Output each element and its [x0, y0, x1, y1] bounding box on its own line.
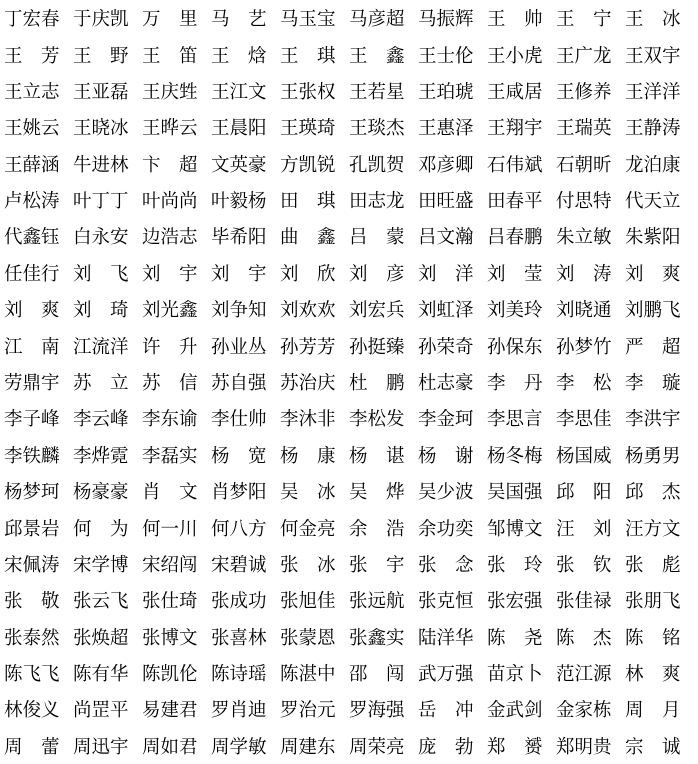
name-cell: 张 冰 — [280, 554, 336, 576]
name-cell: 任佳行 — [4, 263, 60, 285]
name-cell: 马振辉 — [418, 9, 474, 31]
name-cell: 叶毅杨 — [211, 191, 267, 213]
name-cell: 代天立 — [625, 191, 681, 213]
name-cell: 王珀琥 — [418, 81, 474, 103]
name-cell: 李 璇 — [625, 372, 681, 394]
name-cell: 杨 宽 — [211, 445, 267, 467]
name-cell: 张远航 — [349, 591, 405, 613]
name-cell: 孙梦竹 — [556, 336, 612, 358]
name-cell: 宋绍闯 — [142, 554, 198, 576]
name-cell: 王若星 — [349, 81, 405, 103]
name-cell: 李 丹 — [487, 372, 543, 394]
name-cell: 刘 爽 — [4, 300, 60, 322]
name-cell: 石伟斌 — [487, 154, 543, 176]
name-cell: 刘 欣 — [280, 263, 336, 285]
name-cell: 王姚云 — [4, 118, 60, 140]
name-cell: 罗海强 — [349, 700, 405, 722]
name-cell: 杨国威 — [556, 445, 612, 467]
name-cell: 王瑞英 — [556, 118, 612, 140]
name-cell: 周迅宇 — [73, 736, 129, 758]
name-cell: 朱紫阳 — [625, 227, 681, 249]
name-cell: 张云飞 — [73, 591, 129, 613]
name-cell: 李沐非 — [280, 409, 336, 431]
name-cell: 苏 信 — [142, 372, 198, 394]
name-cell: 刘 莹 — [487, 263, 543, 285]
name-cell: 刘晓通 — [556, 300, 612, 322]
name-cell: 王 鑫 — [349, 45, 405, 67]
name-cell: 石朝昕 — [556, 154, 612, 176]
name-cell: 宋碧诚 — [211, 554, 267, 576]
name-cell: 陈凯伦 — [142, 664, 198, 686]
name-cell: 张泰然 — [4, 627, 60, 649]
name-cell: 吴 冰 — [280, 482, 336, 504]
name-cell: 边浩志 — [142, 227, 198, 249]
name-cell: 王晨阳 — [211, 118, 267, 140]
name-cell: 李东谕 — [142, 409, 198, 431]
name-cell: 王 野 — [73, 45, 129, 67]
name-cell: 肖梦阳 — [211, 482, 267, 504]
name-cell: 严 超 — [625, 336, 681, 358]
name-cell: 张宏强 — [487, 591, 543, 613]
name-cell: 林 爽 — [625, 664, 681, 686]
name-cell: 张仕琦 — [142, 591, 198, 613]
name-cell: 张 彪 — [625, 554, 681, 576]
name-cell: 吕文瀚 — [418, 227, 474, 249]
name-cell: 余 浩 — [349, 518, 405, 540]
name-cell: 金武剑 — [487, 700, 543, 722]
name-cell: 文英豪 — [211, 154, 267, 176]
name-cell: 曲 鑫 — [280, 227, 336, 249]
name-cell: 周如君 — [142, 736, 198, 758]
name-cell: 周建东 — [280, 736, 336, 758]
name-cell: 刘光鑫 — [142, 300, 198, 322]
name-cell: 王 笛 — [142, 45, 198, 67]
name-cell: 陈诗瑶 — [211, 664, 267, 686]
name-cell: 张博文 — [142, 627, 198, 649]
name-cell: 李金珂 — [418, 409, 474, 431]
name-cell: 刘 宇 — [142, 263, 198, 285]
name-cell: 叶丁丁 — [73, 191, 129, 213]
name-cell: 李云峰 — [73, 409, 129, 431]
name-cell: 张 钦 — [556, 554, 612, 576]
name-cell: 刘鹏飞 — [625, 300, 681, 322]
name-cell: 苗京卜 — [487, 664, 543, 686]
name-cell: 马彦超 — [349, 9, 405, 31]
name-cell: 邹博文 — [487, 518, 543, 540]
name-cell: 王小虎 — [487, 45, 543, 67]
name-cell: 陈 铭 — [625, 627, 681, 649]
name-cell: 王咸居 — [487, 81, 543, 103]
name-cell: 陈 尧 — [487, 627, 543, 649]
name-cell: 王瑛琦 — [280, 118, 336, 140]
name-cell: 杨梦珂 — [4, 482, 60, 504]
name-cell: 刘欢欢 — [280, 300, 336, 322]
name-cell: 张 玲 — [487, 554, 543, 576]
name-cell: 杜 鹏 — [349, 372, 405, 394]
name-cell: 吴少波 — [418, 482, 474, 504]
name-cell: 杨 谢 — [418, 445, 474, 467]
name-cell: 杜志豪 — [418, 372, 474, 394]
name-cell: 龙泊康 — [625, 154, 681, 176]
name-cell: 金家栋 — [556, 700, 612, 722]
name-cell: 王洋洋 — [625, 81, 681, 103]
name-cell: 杨冬梅 — [487, 445, 543, 467]
name-cell: 陈飞飞 — [4, 664, 60, 686]
name-cell: 刘 爽 — [625, 263, 681, 285]
name-cell: 苏 立 — [73, 372, 129, 394]
name-cell: 汪方文 — [625, 518, 681, 540]
name-cell: 劳鼎宇 — [4, 372, 60, 394]
name-cell: 刘 琦 — [73, 300, 129, 322]
name-cell: 郑明贵 — [556, 736, 612, 758]
name-cell: 孙挺臻 — [349, 336, 405, 358]
name-cell: 万 里 — [142, 9, 198, 31]
name-cell: 王江文 — [211, 81, 267, 103]
name-cell: 庞 勃 — [418, 736, 474, 758]
name-cell: 陈有华 — [73, 664, 129, 686]
name-cell: 刘 飞 — [73, 263, 129, 285]
name-cell: 于庆凯 — [73, 9, 129, 31]
name-cell: 王双宇 — [625, 45, 681, 67]
name-cell: 周 月 — [625, 700, 681, 722]
name-cell: 李子峰 — [4, 409, 60, 431]
name-cell: 何 为 — [73, 518, 129, 540]
name-cell: 陆洋华 — [418, 627, 474, 649]
name-cell: 岳 冲 — [418, 700, 474, 722]
name-cell: 吕 蒙 — [349, 227, 405, 249]
name-cell: 李洪宇 — [625, 409, 681, 431]
name-cell: 李思佳 — [556, 409, 612, 431]
name-cell: 张克恒 — [418, 591, 474, 613]
name-cell: 吕春鹏 — [487, 227, 543, 249]
name-cell: 张 敬 — [4, 591, 60, 613]
name-cell: 张佳禄 — [556, 591, 612, 613]
name-cell: 李磊实 — [142, 445, 198, 467]
name-cell: 王惠泽 — [418, 118, 474, 140]
name-cell: 周学敏 — [211, 736, 267, 758]
name-cell: 武万强 — [418, 664, 474, 686]
name-cell: 毕希阳 — [211, 227, 267, 249]
name-cell: 刘 彦 — [349, 263, 405, 285]
name-cell: 吴 烨 — [349, 482, 405, 504]
name-cell: 王翔宇 — [487, 118, 543, 140]
name-cell: 邱 杰 — [625, 482, 681, 504]
name-cell: 付思特 — [556, 191, 612, 213]
name-cell: 叶尚尚 — [142, 191, 198, 213]
name-cell: 尚罡平 — [73, 700, 129, 722]
name-cell: 王张权 — [280, 81, 336, 103]
name-cell: 刘美玲 — [487, 300, 543, 322]
name-cell: 邓彦卿 — [418, 154, 474, 176]
name-cell: 李 松 — [556, 372, 612, 394]
name-cell: 刘宏兵 — [349, 300, 405, 322]
name-cell: 汪 刘 — [556, 518, 612, 540]
name-cell: 王广龙 — [556, 45, 612, 67]
name-cell: 卞 超 — [142, 154, 198, 176]
name-cell: 田志龙 — [349, 191, 405, 213]
name-cell: 刘 洋 — [418, 263, 474, 285]
name-cell: 刘 宇 — [211, 263, 267, 285]
name-cell: 马 艺 — [211, 9, 267, 31]
name-cell: 张焕超 — [73, 627, 129, 649]
name-cell: 李烨霓 — [73, 445, 129, 467]
name-cell: 周 蕾 — [4, 736, 60, 758]
name-cell: 肖 文 — [142, 482, 198, 504]
name-cell: 余功奕 — [418, 518, 474, 540]
name-cell: 王晓冰 — [73, 118, 129, 140]
name-cell: 许 升 — [142, 336, 198, 358]
name-cell: 宋佩涛 — [4, 554, 60, 576]
name-cell: 王 帅 — [487, 9, 543, 31]
name-cell: 张鑫实 — [349, 627, 405, 649]
name-cell: 王薛涵 — [4, 154, 60, 176]
name-cell: 王 焓 — [211, 45, 267, 67]
name-cell: 王 芳 — [4, 45, 60, 67]
name-cell: 田旺盛 — [418, 191, 474, 213]
name-cell: 易建君 — [142, 700, 198, 722]
name-cell: 孔凯贺 — [349, 154, 405, 176]
name-cell: 丁宏春 — [4, 9, 60, 31]
name-cell: 张旭佳 — [280, 591, 336, 613]
name-cell: 张朋飞 — [625, 591, 681, 613]
name-cell: 孙芳芳 — [280, 336, 336, 358]
name-cell: 邱景岩 — [4, 518, 60, 540]
name-cell: 刘虹泽 — [418, 300, 474, 322]
name-cell: 宋学博 — [73, 554, 129, 576]
name-cell: 陈湛中 — [280, 664, 336, 686]
name-cell: 吴国强 — [487, 482, 543, 504]
name-cell: 宗 诚 — [625, 736, 681, 758]
name-cell: 范江源 — [556, 664, 612, 686]
name-cell: 王修养 — [556, 81, 612, 103]
name-cell: 代鑫钰 — [4, 227, 60, 249]
name-cell: 杨豪豪 — [73, 482, 129, 504]
name-cell: 张成功 — [211, 591, 267, 613]
name-cell: 孙保东 — [487, 336, 543, 358]
name-cell: 张 宇 — [349, 554, 405, 576]
name-cell: 林俊义 — [4, 700, 60, 722]
name-cell: 王晔云 — [142, 118, 198, 140]
name-cell: 陈 杰 — [556, 627, 612, 649]
name-cell: 何金亮 — [280, 518, 336, 540]
name-cell: 王琰杰 — [349, 118, 405, 140]
name-cell: 牛进林 — [73, 154, 129, 176]
name-cell: 王 琪 — [280, 45, 336, 67]
name-cell: 王静涛 — [625, 118, 681, 140]
name-cell: 田春平 — [487, 191, 543, 213]
name-cell: 王亚磊 — [73, 81, 129, 103]
name-cell: 李松发 — [349, 409, 405, 431]
name-cell: 杨 谌 — [349, 445, 405, 467]
name-cell: 李仕帅 — [211, 409, 267, 431]
name-cell: 杨 康 — [280, 445, 336, 467]
name-cell: 方凯锐 — [280, 154, 336, 176]
name-cell: 郑 赟 — [487, 736, 543, 758]
name-cell: 罗治元 — [280, 700, 336, 722]
name-cell: 田 琪 — [280, 191, 336, 213]
name-cell: 周荣亮 — [349, 736, 405, 758]
name-cell: 杨勇男 — [625, 445, 681, 467]
name-cell: 张蒙恩 — [280, 627, 336, 649]
name-cell: 邱 阳 — [556, 482, 612, 504]
name-cell: 王 宁 — [556, 9, 612, 31]
name-cell: 苏治庆 — [280, 372, 336, 394]
name-cell: 罗肖迪 — [211, 700, 267, 722]
name-cell: 王庆甡 — [142, 81, 198, 103]
name-cell: 王立志 — [4, 81, 60, 103]
name-cell: 马玉宝 — [280, 9, 336, 31]
name-cell: 江流洋 — [73, 336, 129, 358]
name-cell: 卢松涛 — [4, 191, 60, 213]
name-cell: 白永安 — [73, 227, 129, 249]
name-cell: 刘争知 — [211, 300, 267, 322]
name-cell: 江 南 — [4, 336, 60, 358]
name-cell: 李思言 — [487, 409, 543, 431]
name-cell: 邵 闯 — [349, 664, 405, 686]
name-cell: 朱立敏 — [556, 227, 612, 249]
name-cell: 何一川 — [142, 518, 198, 540]
name-cell: 孙荣奇 — [418, 336, 474, 358]
name-cell: 何八方 — [211, 518, 267, 540]
name-cell: 孙业丛 — [211, 336, 267, 358]
name-cell: 张 念 — [418, 554, 474, 576]
name-cell: 李铁麟 — [4, 445, 60, 467]
name-cell: 王士伦 — [418, 45, 474, 67]
name-cell: 刘 涛 — [556, 263, 612, 285]
name-cell: 王 冰 — [625, 9, 681, 31]
name-cell: 苏自强 — [211, 372, 267, 394]
name-cell: 张喜林 — [211, 627, 267, 649]
